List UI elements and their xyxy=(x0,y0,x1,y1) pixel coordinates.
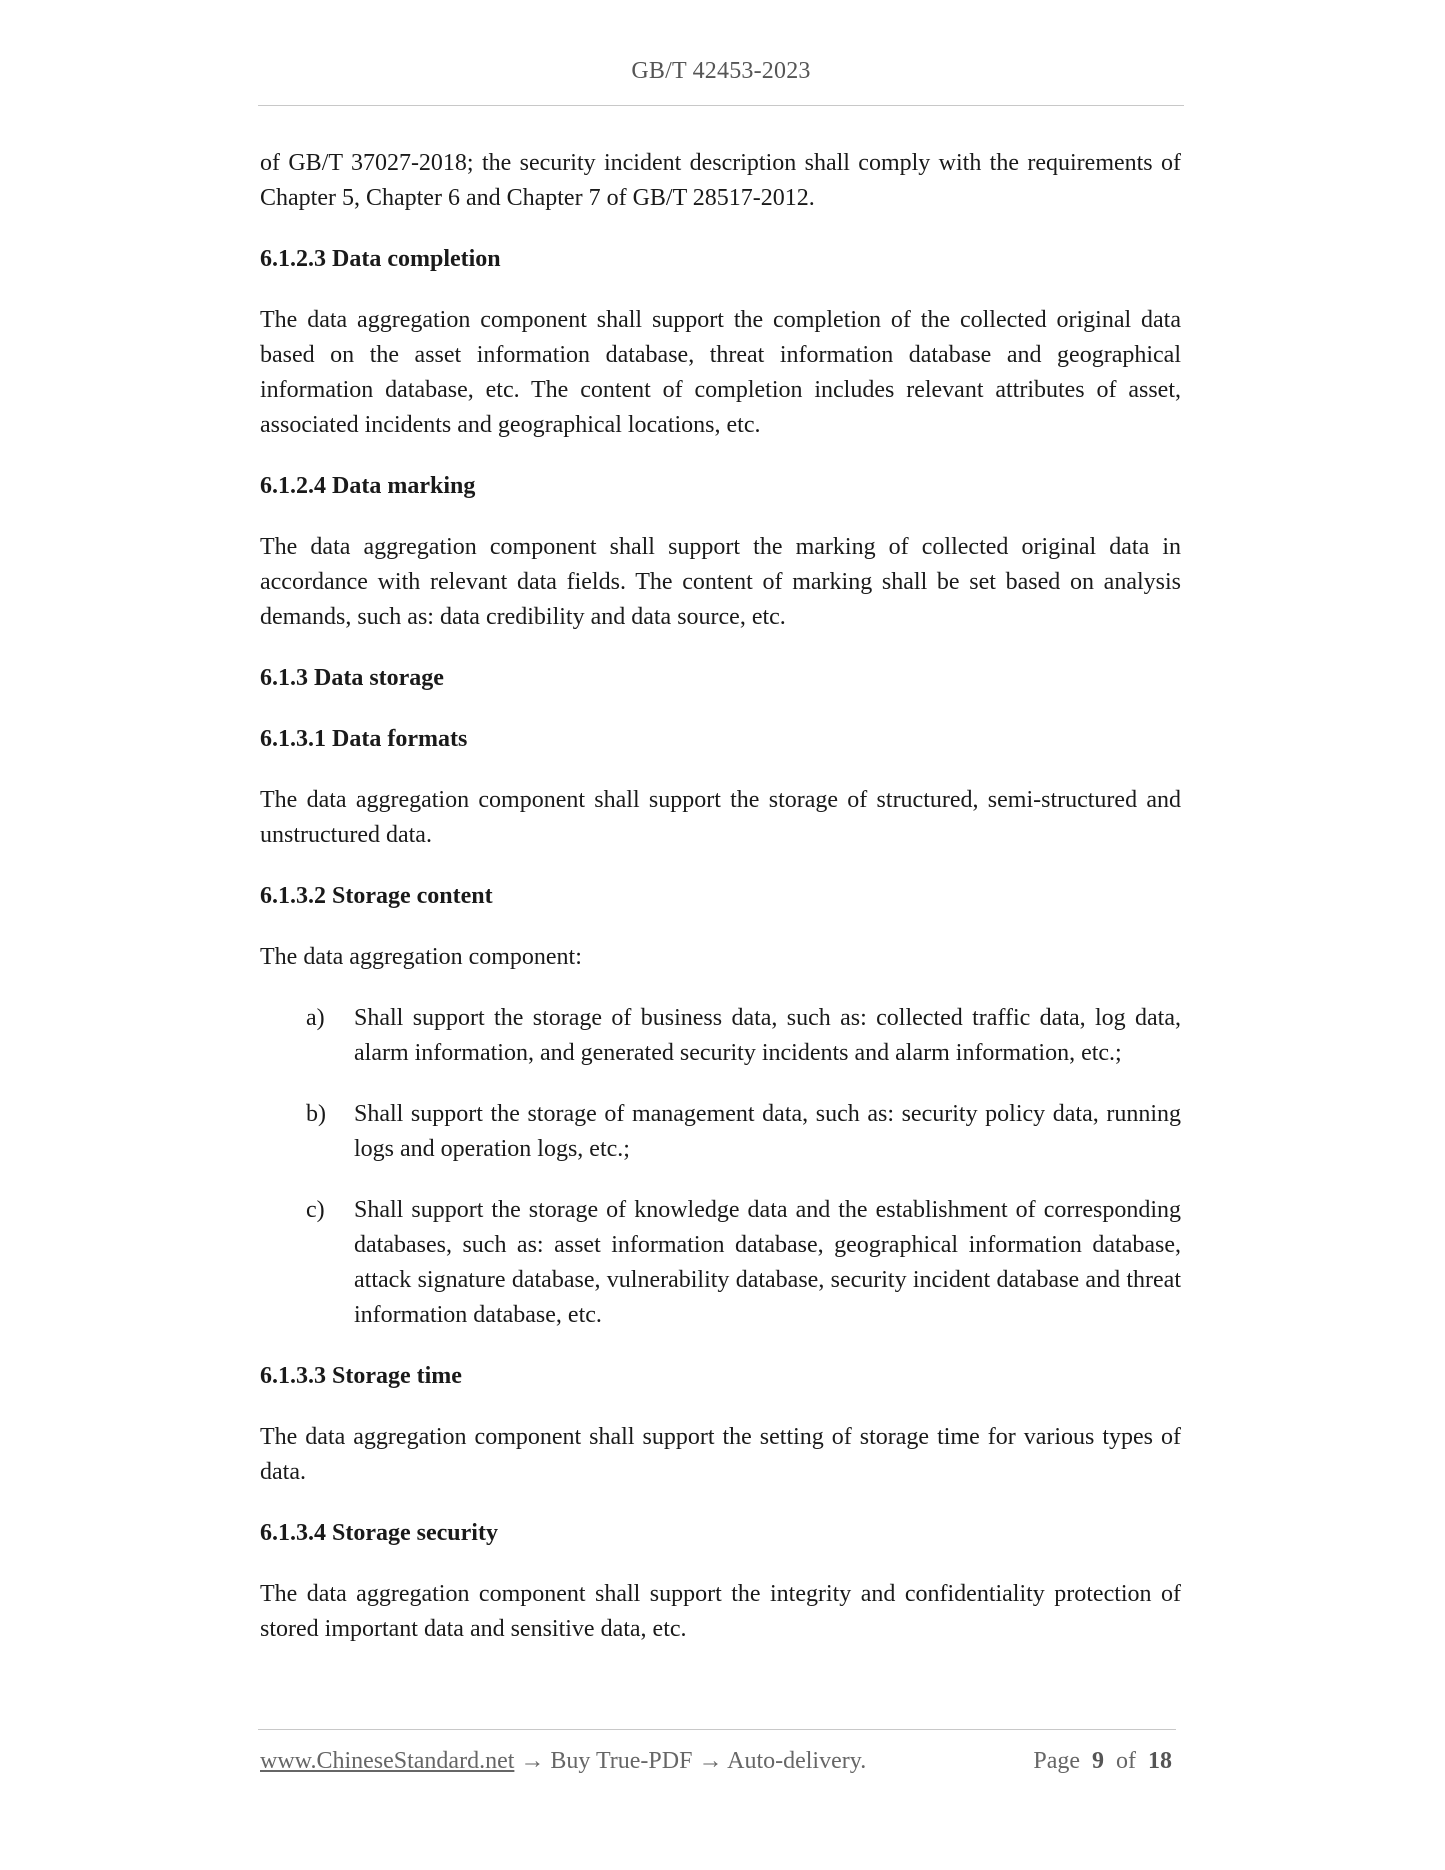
heading-6-1-3-1: 6.1.3.1 Data formats xyxy=(260,726,468,752)
header-divider xyxy=(258,105,1184,106)
of-label: of xyxy=(1116,1748,1136,1774)
total-pages: 18 xyxy=(1148,1748,1172,1774)
paragraph-6-1-2-4: The data aggregation component shall support the marking of collected original data in accordance with relevant data fields. The content of marking shall be set based on analysis demands, such as: data credibility and data source, etc. xyxy=(260,534,1181,630)
list-marker: b) xyxy=(306,1101,326,1127)
paragraph-6-1-2-3: The data aggregation component shall support the completion of the collected original data based on the asset information database, threat information database and geographical information database, etc. The content of completion includes relevant attributes of asset, associated incidents and geographical locations, etc. xyxy=(260,307,1181,438)
page-label: Page xyxy=(1033,1748,1080,1774)
list-item xyxy=(260,1193,1181,1333)
list-item-text: Shall support the storage of management data, such as: security policy data, running logs and operation logs, etc.; xyxy=(354,1101,1181,1162)
heading-6-1-2-3: 6.1.2.3 Data completion xyxy=(260,246,501,272)
paragraph-6-1-3-4: The data aggregation component shall support the integrity and confidentiality protection of stored important data and sensitive data, etc. xyxy=(260,1581,1181,1642)
document-body xyxy=(260,146,1181,1673)
paragraph-6-1-3-2: The data aggregation component: xyxy=(260,944,582,970)
footer-promo xyxy=(260,1748,866,1775)
footer-divider xyxy=(258,1729,1176,1730)
list-item xyxy=(260,1001,1181,1071)
paragraph-6-1-3-1: The data aggregation component shall support the storage of structured, semi-structured and unstructured data. xyxy=(260,787,1181,848)
storage-content-list xyxy=(260,1001,1181,1333)
intro-paragraph: of GB/T 37027-2018; the security incident description shall comply with the requirements of Chapter 5, Chapter 6 and Chapter 7 of GB/T 28517-2012. xyxy=(260,150,1181,211)
heading-6-1-3-4: 6.1.3.4 Storage security xyxy=(260,1520,498,1546)
list-marker: c) xyxy=(306,1197,325,1223)
heading-6-1-3: 6.1.3 Data storage xyxy=(260,665,444,691)
heading-6-1-2-4: 6.1.2.4 Data marking xyxy=(260,473,476,499)
page-header-standard-id: GB/T 42453-2023 xyxy=(631,58,811,84)
footer-tagline: → Buy True-PDF → Auto-delivery. xyxy=(514,1748,867,1774)
list-item-text: Shall support the storage of knowledge data and the establishment of corresponding databases, such as: asset information database, geographical information database, attack signature database, vulnerability database, security incident database and threat information database, etc. xyxy=(354,1197,1181,1328)
website-link[interactable]: www.ChineseStandard.net xyxy=(260,1748,515,1774)
heading-6-1-3-2: 6.1.3.2 Storage content xyxy=(260,883,493,909)
list-item xyxy=(260,1097,1181,1167)
page-number: 9 xyxy=(1092,1748,1104,1774)
heading-6-1-3-3: 6.1.3.3 Storage time xyxy=(260,1363,462,1389)
page-footer xyxy=(260,1748,1172,1775)
page-indicator xyxy=(1027,1748,1172,1775)
list-marker: a) xyxy=(306,1005,325,1031)
paragraph-6-1-3-3: The data aggregation component shall support the setting of storage time for various types of data. xyxy=(260,1424,1181,1485)
list-item-text: Shall support the storage of business data, such as: collected traffic data, log data, alarm information, and generated security incidents and alarm information, etc.; xyxy=(354,1005,1181,1066)
